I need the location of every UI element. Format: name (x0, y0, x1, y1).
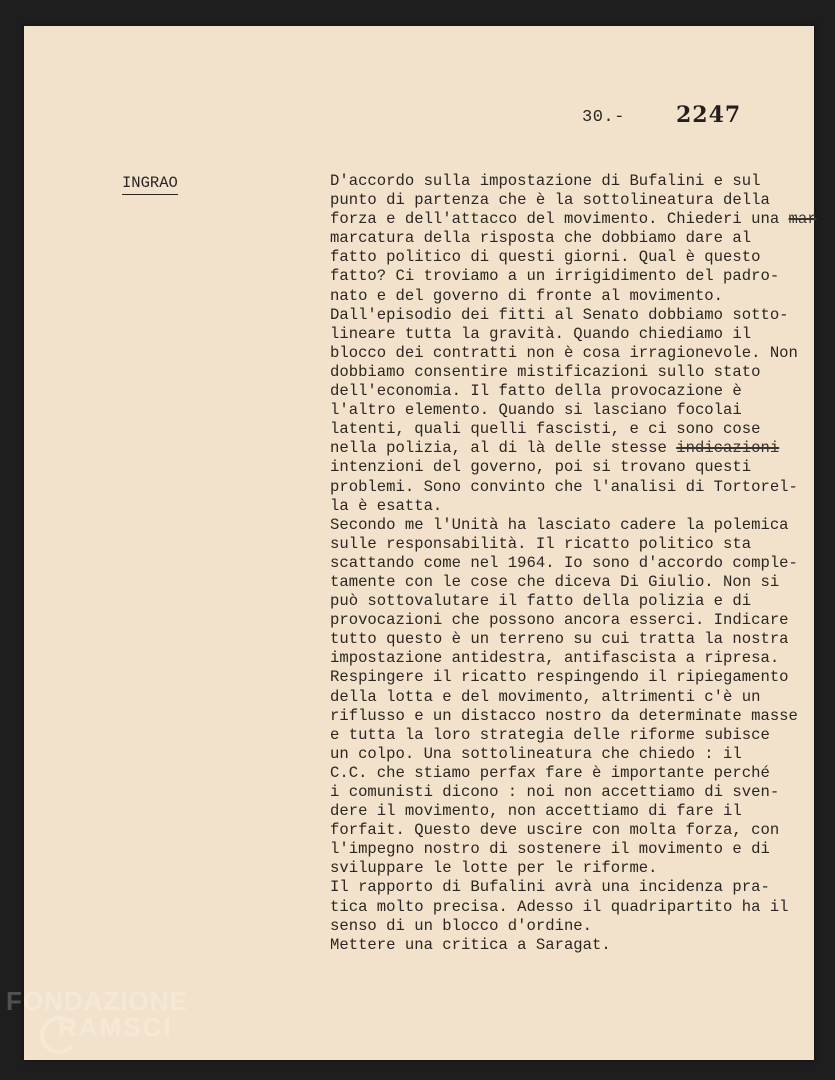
text-line-content: intenzioni del governo, poi si trovano questi (330, 458, 752, 477)
struck-out-text: indicazioni (676, 439, 780, 458)
text-line (330, 478, 820, 497)
text-line (330, 191, 820, 210)
text-line-content: tica molto precisa. Adesso il quadripartito ha il (330, 897, 789, 916)
text-line-content: riflusso e un distacco nostro da determinate masse (330, 706, 798, 725)
document-number: 2247 (676, 102, 742, 128)
text-line-content: scattando come nel 1964. Io sono d'accordo comple- (330, 553, 798, 572)
text-line-content: sviluppare le lotte per le riforme. (330, 859, 658, 878)
text-line (330, 726, 820, 745)
text-line (330, 611, 820, 630)
gramsci-g-logo-icon (40, 1016, 78, 1054)
text-line-content: la è esatta. (330, 496, 443, 515)
text-line-content: tutto questo è un terreno su cui tratta la nostra (330, 630, 789, 649)
watermark-line-2: RAMSCI (58, 1012, 173, 1042)
text-line (330, 859, 820, 878)
text-line (330, 554, 820, 573)
text-line-content: un colpo. Una sottolineatura che chiedo : il (330, 744, 742, 763)
struck-out-text: mar (788, 210, 817, 229)
transcript-body (330, 172, 820, 955)
text-line (330, 344, 820, 363)
text-line (330, 783, 820, 802)
text-line (330, 306, 820, 325)
text-line-content: fatto politico di questi giorni. Qual è questo (330, 248, 761, 267)
text-line (330, 898, 820, 917)
text-line (330, 497, 820, 516)
document-page (24, 26, 817, 1060)
text-line (330, 172, 820, 191)
text-line-content: blocco dei contratti non è cosa irragionevole. Non (330, 343, 798, 362)
text-line-content: nella polizia, al di là delle stesse (330, 439, 677, 458)
text-line-content: problemi. Sono convinto che l'analisi di Tortorel- (330, 477, 798, 496)
text-line (330, 802, 820, 821)
text-line (330, 535, 820, 554)
text-line-content: dell'economia. Il fatto della provocazione è (330, 382, 742, 401)
text-line (330, 401, 820, 420)
text-line-content: latenti, quali quelli fascisti, e ci sono cose (330, 420, 761, 439)
text-line (330, 248, 820, 267)
text-line (330, 707, 820, 726)
text-line (330, 821, 820, 840)
text-line-content: Dall'episodio dei fitti al Senato dobbiamo sotto- (330, 305, 789, 324)
text-line-content: e tutta la loro strategia delle riforme subisce (330, 725, 770, 744)
text-line (330, 630, 820, 649)
text-line (330, 267, 820, 286)
text-line-content: marcatura della risposta che dobbiamo dare al (330, 229, 752, 248)
text-line-content: l'impegno nostro di sostenere il movimento e di (330, 840, 770, 859)
text-line-content: punto di partenza che è la sottolineatura della (330, 191, 770, 210)
text-line (330, 668, 820, 687)
text-line (330, 287, 820, 306)
text-line-content: provocazioni che possono ancora esserci. Indicare (330, 611, 789, 630)
text-line (330, 458, 820, 477)
text-line-content: Il rapporto di Bufalini avrà una incidenza pra- (330, 878, 770, 897)
text-line (330, 878, 820, 897)
text-line (330, 745, 820, 764)
text-line-content: Mettere una critica a Saragat. (330, 935, 611, 954)
text-line (330, 649, 820, 668)
text-line-content: dobbiamo consentire mistificazioni sullo stato (330, 362, 761, 381)
text-line-content: i comunisti dicono : noi non accettiamo di sven- (330, 783, 780, 801)
text-line-content: tamente con le cose che diceva Di Giulio. Non si (330, 572, 780, 591)
text-line-content: forza e dell'attacco del movimento. Chiederi una (330, 210, 789, 229)
text-line (330, 936, 820, 955)
text-line (330, 592, 820, 611)
text-line-content: C.C. che stiamo perfax fare è importante perché (330, 763, 770, 782)
text-line (330, 573, 820, 592)
text-line (330, 210, 820, 229)
text-line (330, 688, 820, 707)
watermark-line-1: FONDAZIONE (6, 986, 188, 1016)
fondazione-gramsci-watermark (6, 988, 188, 1040)
text-line (330, 840, 820, 859)
text-line-content: l'altro elemento. Quando si lasciano focolai (330, 401, 742, 420)
text-line-content: Respingere il ricatto respingendo il ripiegamento (330, 668, 789, 687)
text-line (330, 229, 820, 248)
text-line-content: impostazione antidestra, antifascista a ripresa. (330, 649, 780, 668)
text-line-content: senso di un blocco d'ordine. (330, 916, 593, 935)
speaker-name: INGRAO (122, 174, 178, 195)
text-line (330, 325, 820, 344)
text-line-content: dere il movimento, non accettiamo di fare il (330, 802, 742, 821)
text-line-content: può sottovalutare il fatto della polizia e di (330, 592, 752, 611)
text-line-content: forfait. Questo deve uscire con molta forza, con (330, 821, 780, 840)
page-number: 30.- (582, 108, 625, 127)
text-line (330, 764, 820, 783)
text-line (330, 382, 820, 401)
text-line (330, 363, 820, 382)
text-line (330, 420, 820, 439)
text-line-content: Secondo me l'Unità ha lasciato cadere la polemica (330, 515, 789, 534)
text-line (330, 439, 820, 458)
text-line-content: lineare tutta la gravità. Quando chiediamo il (330, 324, 752, 343)
text-line-content: nato e del governo di fronte al movimento. (330, 286, 724, 305)
text-line-content: D'accordo sulla impostazione di Bufalini e sul (330, 172, 761, 190)
text-line (330, 516, 820, 535)
text-line-content: sulle responsabilità. Il ricatto politico sta (330, 534, 752, 553)
text-line-content: fatto? Ci troviamo a un irrigidimento del padro- (330, 267, 780, 286)
text-line (330, 917, 820, 936)
text-line-content: della lotta e del movimento, altrimenti c'è un (330, 687, 761, 706)
